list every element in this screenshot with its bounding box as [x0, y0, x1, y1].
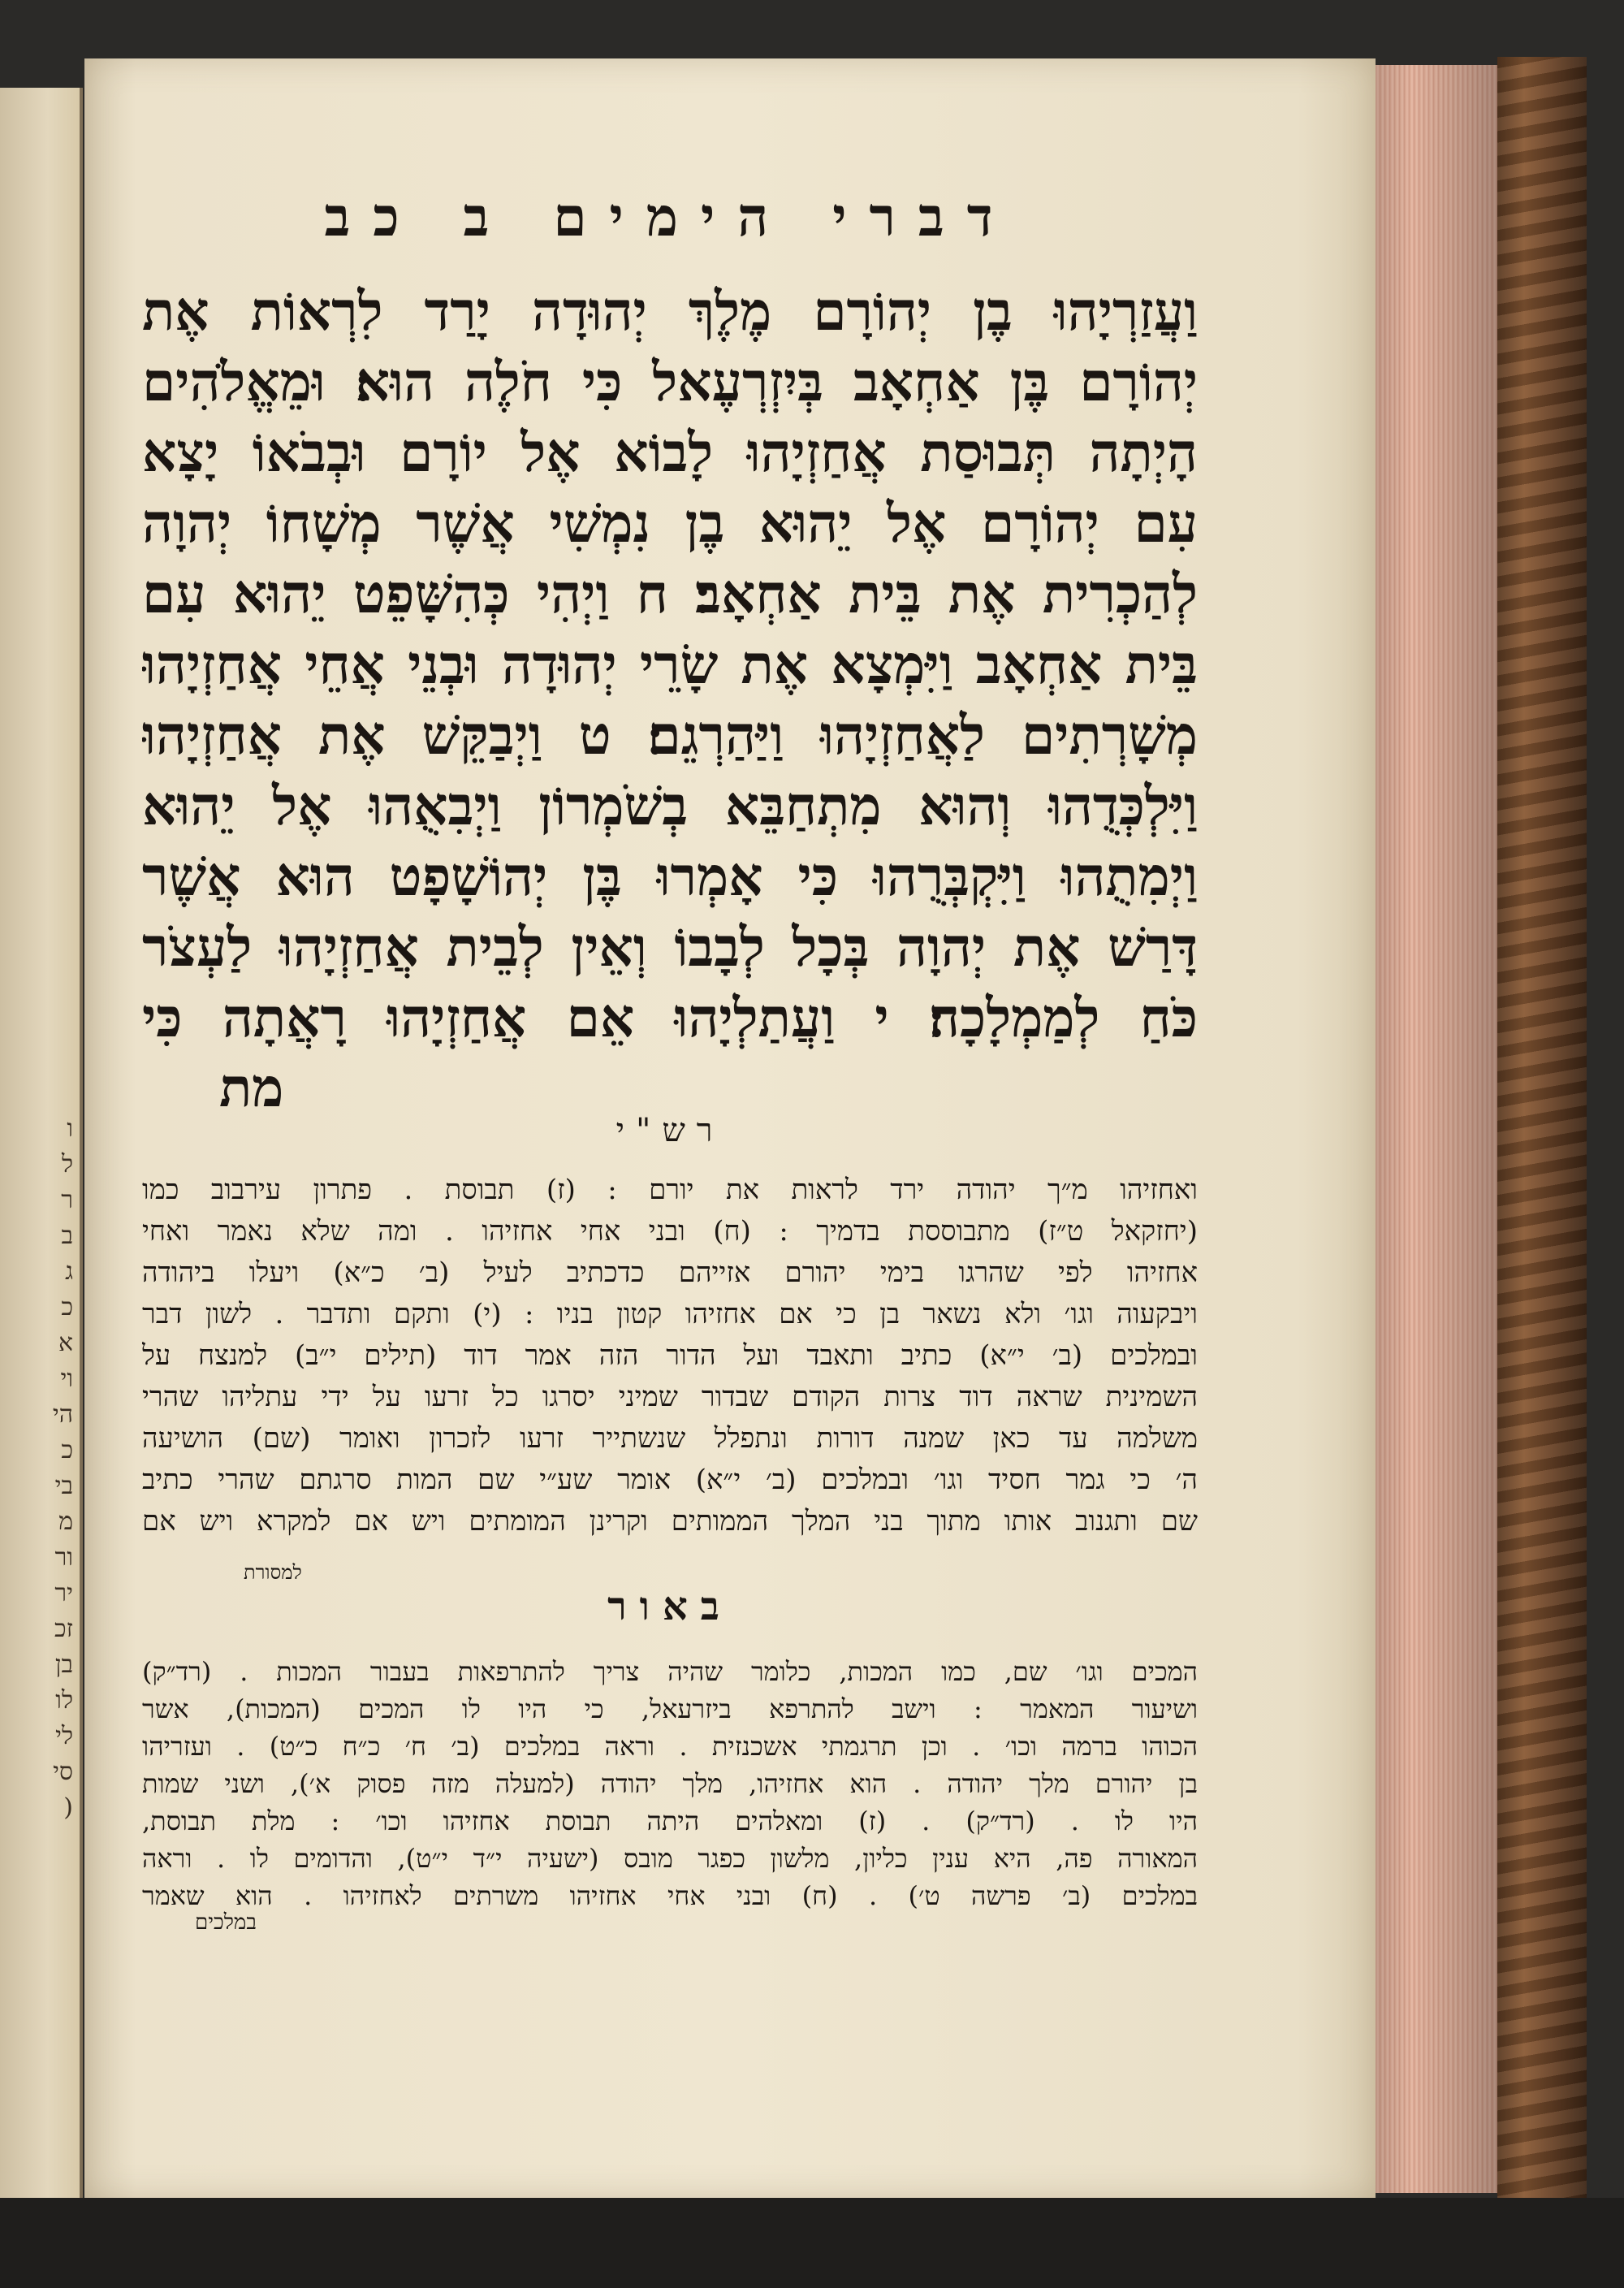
- main-text-line: בֵּית אַחְאָב וַיִּמְצָא אֶת שָׂרֵי יְהוּדָה וּבְנֵי אֲחֵי אֲחַזְיָהוּ: [142, 633, 1198, 696]
- main-text-line: וַעֲזַרְיָהוּ בֶן יְהוֹרָם מֶלֶךְ יְהוּדָה יָרַד לִרְאוֹת אֶת: [142, 279, 1198, 343]
- margin-fragment: ג: [65, 1257, 73, 1286]
- main-text-line: כֹּחַ לְמַמְלָכָה׃ י וַעֲתַלְיָהוּ אֵם אֲחַזְיָהוּ רָאֲתָה כִּי: [142, 986, 1198, 1049]
- margin-fragment: כ: [61, 1436, 73, 1464]
- biur-line: במלכים (ב׳ פרשה ט׳) . (ח) ובני אחי אחזיהו משרתים לאחזיהו . הוא שאמר: [142, 1880, 1198, 1911]
- biur-title: באור: [607, 1584, 732, 1629]
- margin-fragment: בי: [54, 1472, 73, 1500]
- margin-fragment: ל: [61, 1150, 73, 1179]
- main-text-line: הָיְתָה תְּבוּסַת אֲחַזְיָהוּ לָבוֹא אֶל יוֹרָם וּבְבֹאוֹ יָצָא: [142, 421, 1198, 484]
- biur-line: בן יהורם מלך יהודה . הוא אחזיהו, מלך יהודה (למעלה מזה פסוק א׳), ושני שמות: [142, 1768, 1198, 1799]
- margin-fragment: כ: [61, 1293, 73, 1321]
- leather-binding: [1497, 57, 1587, 2217]
- margin-fragment: הי: [52, 1400, 73, 1429]
- biur-line: ושיעור המאמר : וישב להתרפא ביזרעאל, כי היו לו המכים (המכות), אשר: [142, 1693, 1198, 1724]
- rashi-line: אחזיהו לפי שהרגו בימי יהורם אזייהם כדכתיב לעיל (ב׳ כ״א) ויעלו ביהודה: [142, 1256, 1198, 1289]
- main-text-line: וַיִּלְכְּדֻהוּ וְהוּא מִתְחַבֵּא בְשֹׁמְרוֹן וַיְבִאֻהוּ אֶל יֵהוּא: [142, 774, 1198, 837]
- main-text-line: דָּרַשׁ אֶת יְהוָה בְּכָל לְבָבוֹ וְאֵין לְבֵית אֲחַזְיָהוּ לַעְצֹר: [142, 915, 1198, 979]
- margin-fragment: יר: [54, 1579, 73, 1607]
- main-text-block: [142, 276, 1198, 1053]
- main-text-line: עִם יְהוֹרָם אֶל יֵהוּא בֶן נִמְשִׁי אֲשֶׁר מְשָׁחוֹ יְהוָה: [142, 491, 1198, 555]
- left-margin-fragments: [0, 88, 80, 2199]
- rashi-line: שם ותגנוב אותו מתוך בני המלך הממותים וקרינן המומתים ויש אם למקרא ויש אם: [142, 1505, 1198, 1538]
- rashi-catchword: למסורת: [244, 1561, 302, 1584]
- rashi-line: (יחזקאל ט״ז) מתבוססת בדמיך : (ח) ובני אחי אחזיהו . ומה שלא נאמר ואחי: [142, 1215, 1198, 1248]
- rashi-line: ה׳ כי גמר חסיד וגו׳ ובמלכים (ב׳ י״א) אומר שע״י שם המות סרגתם שהרי כתיב: [142, 1464, 1198, 1496]
- rashi-title: רש"י: [615, 1112, 724, 1149]
- main-text-line: מְשָׁרְתִים לַאֲחַזְיָהוּ וַיַּהַרְגֵם׃ ט וַיְבַקֵּשׁ אֶת אֲחַזְיָהוּ: [142, 703, 1198, 767]
- margin-fragment: לו: [55, 1686, 73, 1715]
- running-header: דברי הימים ב כב: [324, 185, 1016, 249]
- biur-commentary: [142, 1653, 1198, 1914]
- main-text-line: יְהוֹרָם בֶּן אַחְאָב בְּיִזְרְעֶאל כִּי חֹלֶה הוּא׃ וּמֵאֱלֹהִים: [142, 350, 1198, 413]
- rashi-line: משלמה עד כאן שמנה דורות ונתפלל שנשתייר זרעו לזכרון ואומר (שם) הושיעה: [142, 1422, 1198, 1455]
- rashi-commentary: [142, 1170, 1198, 1542]
- page-edges: [1376, 65, 1497, 2193]
- rashi-line: ואחזיהו מ״ך יהודה ירד לראות את יורם : (ז) תבוסת . פתרון עירבוב כמו: [142, 1174, 1198, 1206]
- margin-fragment: ו: [67, 1114, 73, 1143]
- margin-fragment: סי: [53, 1758, 73, 1786]
- rashi-line: ויבקעוה וגו׳ ולא נשאר בן כי אם אחזיהו קטון בניו : (י) ותקם ותדבר . לשון דבר: [142, 1298, 1198, 1330]
- biur-line: היו לו . (רד״ק) . (ז) ומאלהים היתה תבוסת אחזיהו וכו׳ : מלת תבוסת,: [142, 1806, 1198, 1836]
- margin-fragment: וי: [60, 1365, 73, 1393]
- margin-fragment: א: [58, 1329, 73, 1357]
- margin-fragment: ר: [61, 1186, 73, 1214]
- background-shadow: [0, 2198, 1624, 2288]
- rashi-line: ובמלכים (ב׳ י״א) כתיב ותאבד ועל הדור הזה אמר דוד (תילים י״ב) למנצח על: [142, 1339, 1198, 1372]
- margin-fragment: זכ: [54, 1615, 73, 1643]
- margin-fragment: מ: [58, 1507, 73, 1536]
- left-page: [0, 88, 83, 2199]
- main-text-line: וַיְמִתֻהוּ וַיִּקְבְּרֻהוּ כִּי אָמְרוּ בֶּן יְהוֹשָׁפָט הוּא אֲשֶׁר: [142, 845, 1198, 908]
- margin-fragment: לי: [55, 1722, 73, 1750]
- biur-line: המכים וגו׳ שם, כמו המכות, כלומר שהיה צריך להתרפאות בעבור המכות . (רד״ק): [142, 1656, 1198, 1687]
- margin-fragment: ור: [54, 1543, 73, 1572]
- margin-fragment: ב: [61, 1222, 73, 1250]
- margin-fragment: (: [63, 1793, 73, 1822]
- biur-line: הכוהו ברמה וכו׳ . וכן תרגמתי אשכנזית . וראה במלכים (ב׳ ח׳ כ״ח כ״ט) . ועזריהו: [142, 1731, 1198, 1762]
- margin-fragment: בן: [54, 1650, 73, 1679]
- rashi-line: השמינית שראה דוד צרות הקודם שבדור שמיני יסרגו כל זרעו על ידי עתליהו שהרי: [142, 1381, 1198, 1413]
- biur-line: המאורה פה, היא ענין כליון, מלשון כפגר מובס (ישעיה י״ד י״ט), והדומים לו . וראה: [142, 1843, 1198, 1874]
- main-catchword: מת: [219, 1056, 284, 1119]
- biur-catchword: במלכים: [195, 1910, 257, 1935]
- main-text-line: לְהַכְרִית אֶת בֵּית אַחְאָב׃ ח וַיְהִי כְּהִשָּׁפֵט יֵהוּא עִם: [142, 562, 1198, 625]
